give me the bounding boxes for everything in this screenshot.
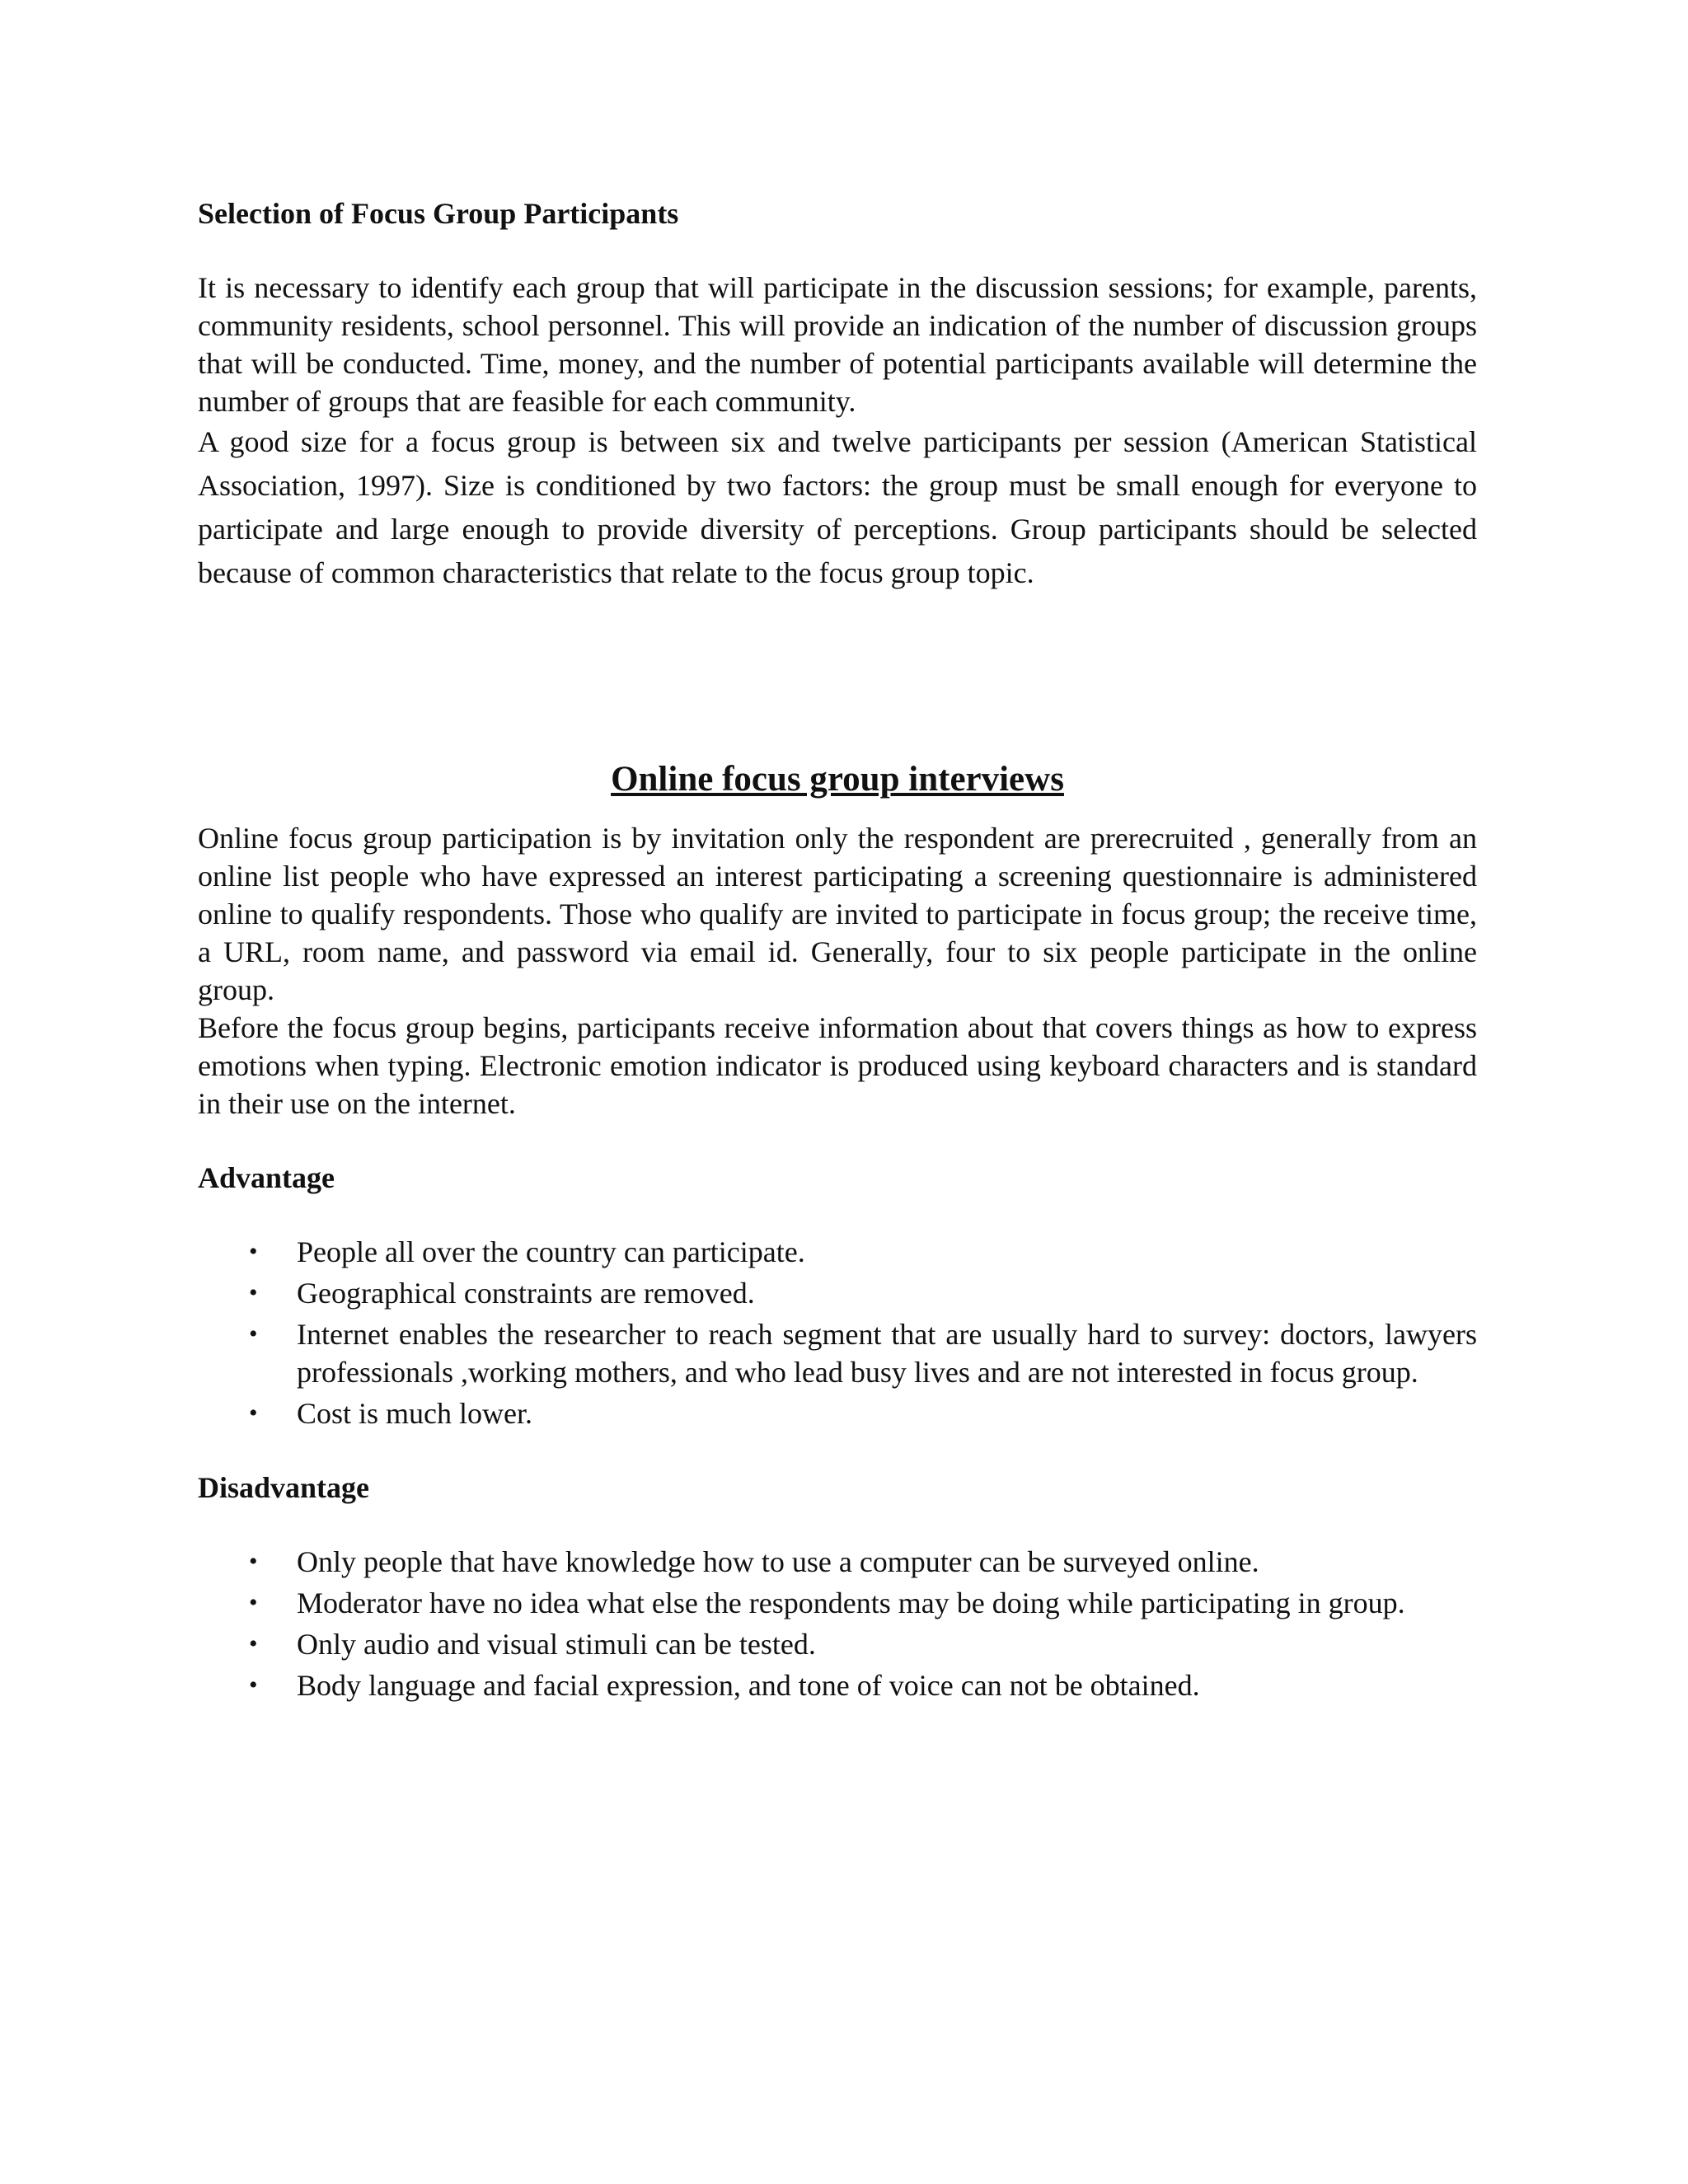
bullet-icon: • bbox=[249, 1320, 258, 1347]
list-item-text: People all over the country can participate. bbox=[297, 1235, 805, 1268]
section-heading-selection: Selection of Focus Group Participants bbox=[198, 197, 679, 230]
section-title-online: Online focus group interviews bbox=[611, 760, 1064, 799]
bullet-icon: • bbox=[249, 1548, 258, 1575]
list-item bbox=[198, 1625, 1477, 1663]
list-item bbox=[198, 1233, 1477, 1271]
list-item bbox=[198, 1394, 1477, 1432]
list-item-text: Cost is much lower. bbox=[297, 1397, 532, 1430]
bullet-icon: • bbox=[249, 1238, 258, 1265]
list-item bbox=[198, 1543, 1477, 1581]
list-item bbox=[198, 1584, 1477, 1622]
list-item-text: Internet enables the researcher to reach segment that are usually hard to survey: doctors, lawyers professionals ,working mothers, and who lead busy lives and are not interested in focus group. bbox=[297, 1318, 1477, 1389]
bullet-icon: • bbox=[249, 1279, 258, 1306]
section-heading-disadvantage: Disadvantage bbox=[198, 1471, 370, 1504]
page-content bbox=[198, 194, 1477, 1708]
bullet-icon: • bbox=[249, 1671, 258, 1699]
list-item-text: Moderator have no idea what else the respondents may be doing while participating in group. bbox=[297, 1586, 1405, 1619]
section-heading-advantage: Advantage bbox=[198, 1161, 335, 1194]
list-item bbox=[198, 1315, 1477, 1391]
bullet-icon: • bbox=[249, 1399, 258, 1427]
advantage-list bbox=[198, 1233, 1477, 1432]
disadvantage-list bbox=[198, 1543, 1477, 1704]
bullet-icon: • bbox=[249, 1589, 258, 1616]
bullet-icon: • bbox=[249, 1630, 258, 1657]
list-item-text: Body language and facial expression, and tone of voice can not be obtained. bbox=[297, 1669, 1200, 1702]
paragraph-online-1: Online focus group participation is by invitation only the respondent are prerecruited , generally from an online list people who have expressed an interest participating a screening questionnaire is administered online to qualify respondents. Those who qualify are invited to participate in focus group; the receive time, a URL, room name, and password via email id. Generally, four to six people participate in the online group. bbox=[198, 822, 1477, 1006]
list-item bbox=[198, 1274, 1477, 1312]
paragraph-selection-2: A good size for a focus group is between six and twelve participants per session (American Statistical Association, 1997). Size is conditioned by two factors: the group must be small enough for everyone to participate and large enough to provide diversity of perceptions. Group participants should be selected because of common characteristics that relate to the focus group topic. bbox=[198, 425, 1477, 589]
list-item-text: Geographical constraints are removed. bbox=[297, 1277, 755, 1310]
list-item-text: Only audio and visual stimuli can be tested. bbox=[297, 1628, 816, 1661]
paragraph-online-2: Before the focus group begins, participants receive information about that covers things as how to express emotions when typing. Electronic emotion indicator is produced using keyboard characters and is standard in their use on the internet. bbox=[198, 1011, 1477, 1120]
list-item bbox=[198, 1666, 1477, 1704]
list-item-text: Only people that have knowledge how to use a computer can be surveyed online. bbox=[297, 1545, 1259, 1578]
paragraph-selection-1: It is necessary to identify each group that will participate in the discussion sessions; for example, parents, community residents, school personnel. This will provide an indication of the number of discussion groups that will be conducted. Time, money, and the number of potential participants available will determine the number of groups that are feasible for each community. bbox=[198, 271, 1477, 418]
